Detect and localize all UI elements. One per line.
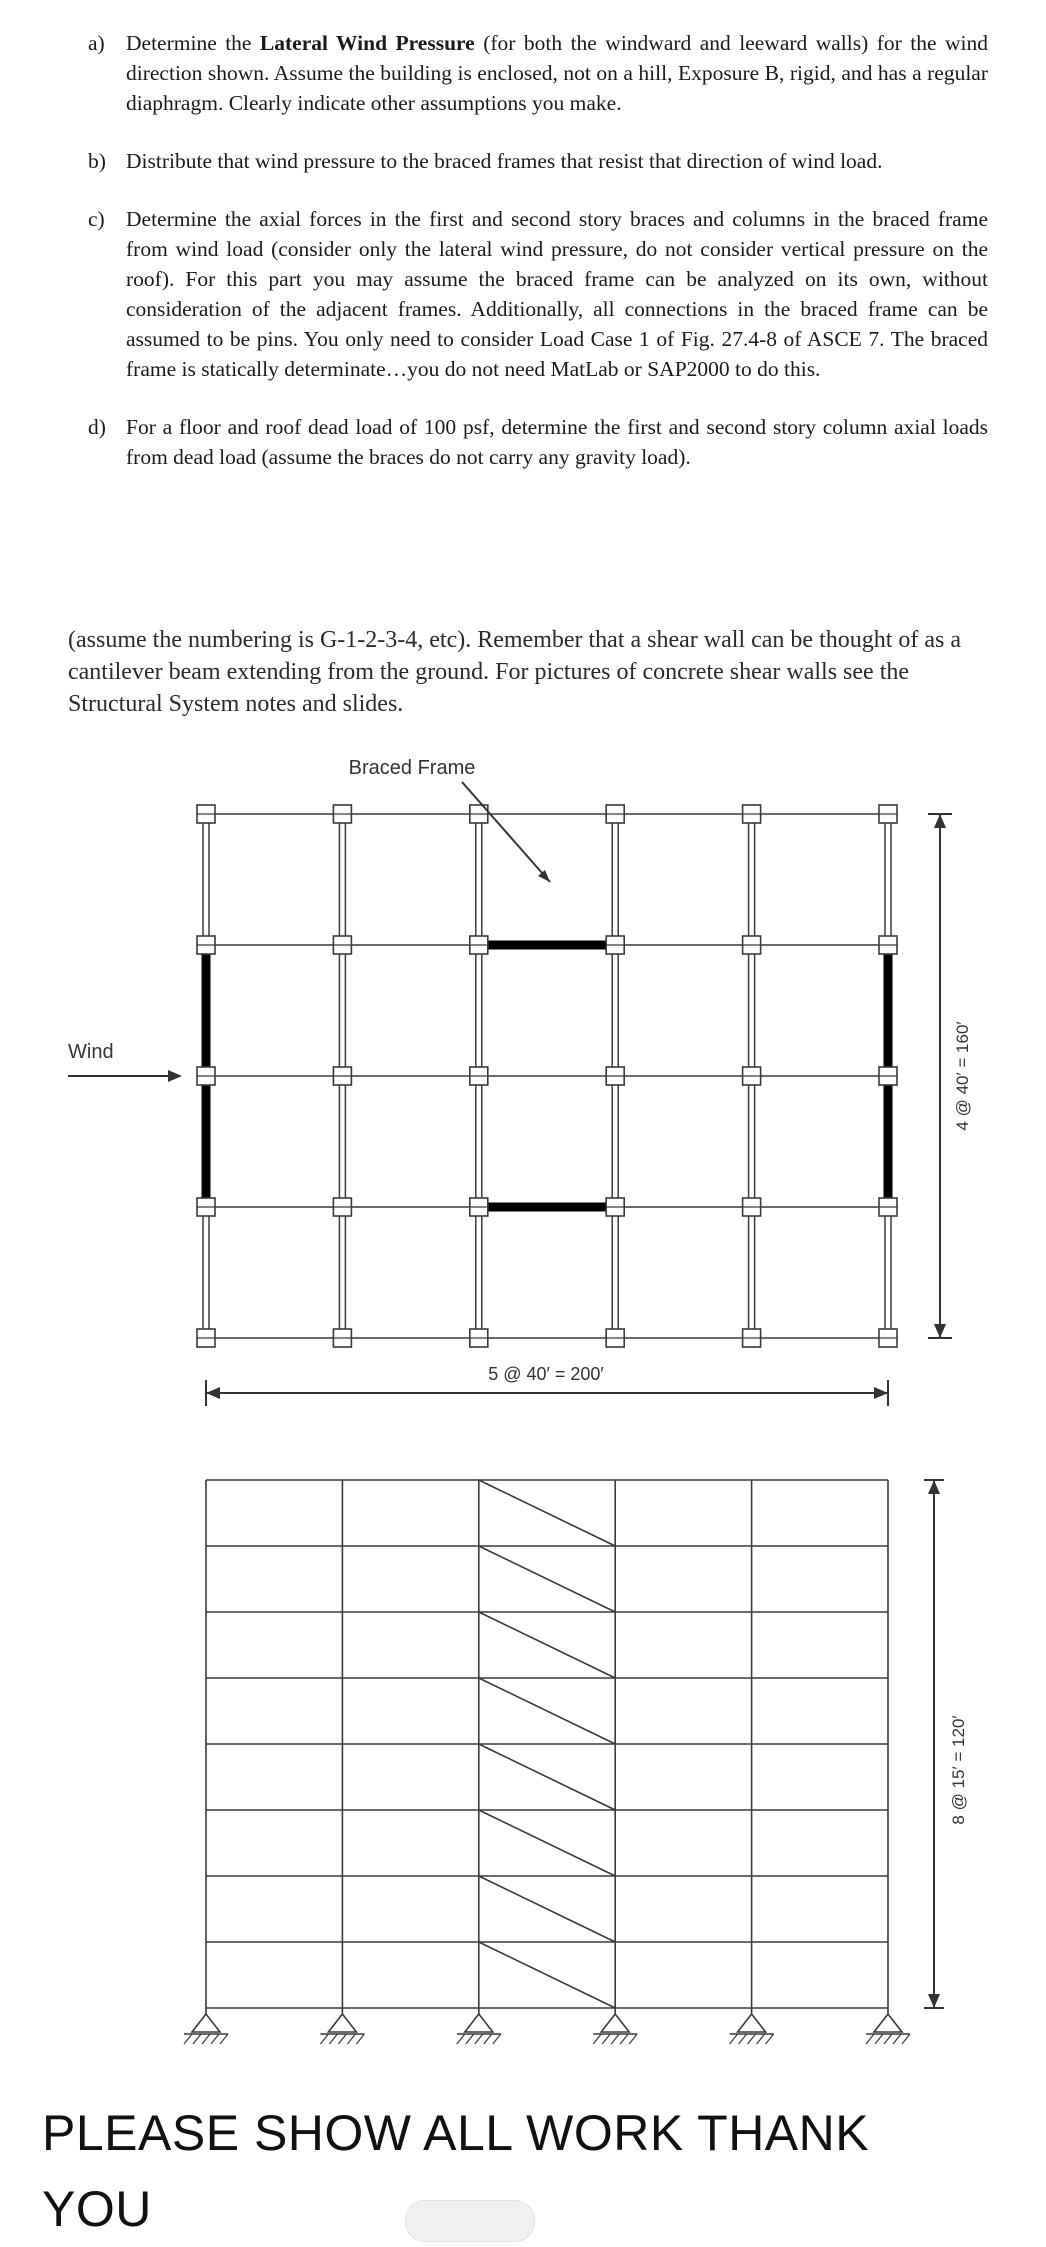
ground-hatch xyxy=(866,2034,874,2044)
assumption-note: (assume the numbering is G-1-2-3-4, etc). Remember that a shear wall can be thought of as a cantilever beam extending from the ground. For pictures of concrete shear walls see the Structural System notes and slides. xyxy=(68,627,962,717)
ground-hatch xyxy=(593,2034,601,2044)
plan-grid xyxy=(203,814,891,1338)
scroll-handle[interactable] xyxy=(405,2200,535,2242)
ground-hatch xyxy=(620,2034,628,2044)
elevation-diagram xyxy=(0,1470,1046,2070)
pin-support xyxy=(738,2014,766,2032)
ground-hatch xyxy=(611,2034,619,2044)
ground-hatch xyxy=(320,2034,328,2044)
ground-hatch xyxy=(457,2034,465,2044)
elevation-grid xyxy=(206,1480,888,2014)
diagonal-brace xyxy=(479,1876,615,1942)
ground-hatch xyxy=(629,2034,637,2044)
ground-hatch xyxy=(202,2034,210,2044)
diagonal-brace xyxy=(479,1810,615,1876)
ground-hatch xyxy=(211,2034,219,2044)
question-text xyxy=(126,28,988,118)
ground-hatch xyxy=(493,2034,501,2044)
diagonal-brace xyxy=(479,1942,615,2008)
question-text-part: (for both the windward and leeward walls) for the wind direction shown. Assume the building is enclosed, not on a hill, Exposure B, rigid, and has a regular diaphragm. Clearly indicate other assumptions you make. xyxy=(126,31,988,115)
ground-hatch xyxy=(739,2034,747,2044)
ground-hatch xyxy=(329,2034,337,2044)
question-d xyxy=(68,412,988,472)
question-letter: b) xyxy=(88,149,106,173)
wind-label: Wind xyxy=(68,1041,114,1063)
closing-request: PLEASE SHOW ALL WORK THANK YOU xyxy=(42,2105,870,2237)
diagonal-brace xyxy=(479,1678,615,1744)
question-b xyxy=(68,146,988,176)
ground-hatch xyxy=(730,2034,738,2044)
question-c xyxy=(68,204,988,384)
pin-support xyxy=(601,2014,629,2032)
plan-view-diagram xyxy=(0,740,1046,1420)
pin-support xyxy=(192,2014,220,2032)
ground-hatch xyxy=(356,2034,364,2044)
question-text: Determine the axial forces in the first and second story braces and columns in the braced frame from wind load (consider only the lateral wind pressure, do not consider vertical pressure on the roof). For this part you may assume the braced frame can be analyzed on its own, without consideration of the adjacent frames. Additionally, all connections in the braced frame can be assumed to be pins. You only need to consider Load Case 1 of Fig. 27.4-8 of ASCE 7. The braced frame is statically determinate…you do not need MatLab or SAP2000 to do this. xyxy=(126,207,988,381)
diagonal-brace xyxy=(479,1612,615,1678)
question-letter: c) xyxy=(88,207,105,231)
ground-hatch xyxy=(338,2034,346,2044)
ground-hatch xyxy=(902,2034,910,2044)
question-letter: d) xyxy=(88,415,106,439)
ground-hatch xyxy=(766,2034,774,2044)
plan-horizontal-dimension: 5 @ 40′ = 200′ xyxy=(488,1364,604,1384)
ground-hatch xyxy=(875,2034,883,2044)
question-text: For a floor and roof dead load of 100 psf, determine the first and second story column axial loads from dead load (assume the braces do not carry any gravity load). xyxy=(126,415,988,469)
ground-hatch xyxy=(757,2034,765,2044)
ground-hatch xyxy=(484,2034,492,2044)
question-bold-term: Lateral Wind Pressure xyxy=(259,31,475,55)
ground-hatch xyxy=(347,2034,355,2044)
elevation-pin-supports xyxy=(184,2014,910,2044)
wind-arrowhead xyxy=(168,1070,182,1082)
plan-vertical-dimension-line xyxy=(928,814,952,1338)
ground-hatch xyxy=(184,2034,192,2044)
elevation-vertical-dimension-line xyxy=(924,1480,944,2008)
ground-hatch xyxy=(884,2034,892,2044)
ground-hatch xyxy=(193,2034,201,2044)
ground-hatch xyxy=(466,2034,474,2044)
pin-support xyxy=(328,2014,356,2032)
ground-hatch xyxy=(602,2034,610,2044)
ground-hatch xyxy=(748,2034,756,2044)
braced-frame-label: Braced Frame xyxy=(348,757,476,779)
question-text: Distribute that wind pressure to the braced frames that resist that direction of wind load. xyxy=(126,149,883,173)
diagonal-brace xyxy=(479,1744,615,1810)
diagonal-brace xyxy=(479,1480,615,1546)
diagonal-brace xyxy=(479,1546,615,1612)
question-list xyxy=(68,28,988,500)
pin-support xyxy=(465,2014,493,2032)
pin-support xyxy=(874,2014,902,2032)
elevation-vertical-dimension: 8 @ 15′ = 120′ xyxy=(949,1715,968,1825)
question-a xyxy=(68,28,988,118)
question-letter: a) xyxy=(88,31,105,55)
ground-hatch xyxy=(475,2034,483,2044)
question-text-part: Determine the xyxy=(126,31,260,55)
plan-vertical-dimension: 4 @ 40′ = 160′ xyxy=(953,1021,972,1131)
ground-hatch xyxy=(220,2034,228,2044)
ground-hatch xyxy=(893,2034,901,2044)
